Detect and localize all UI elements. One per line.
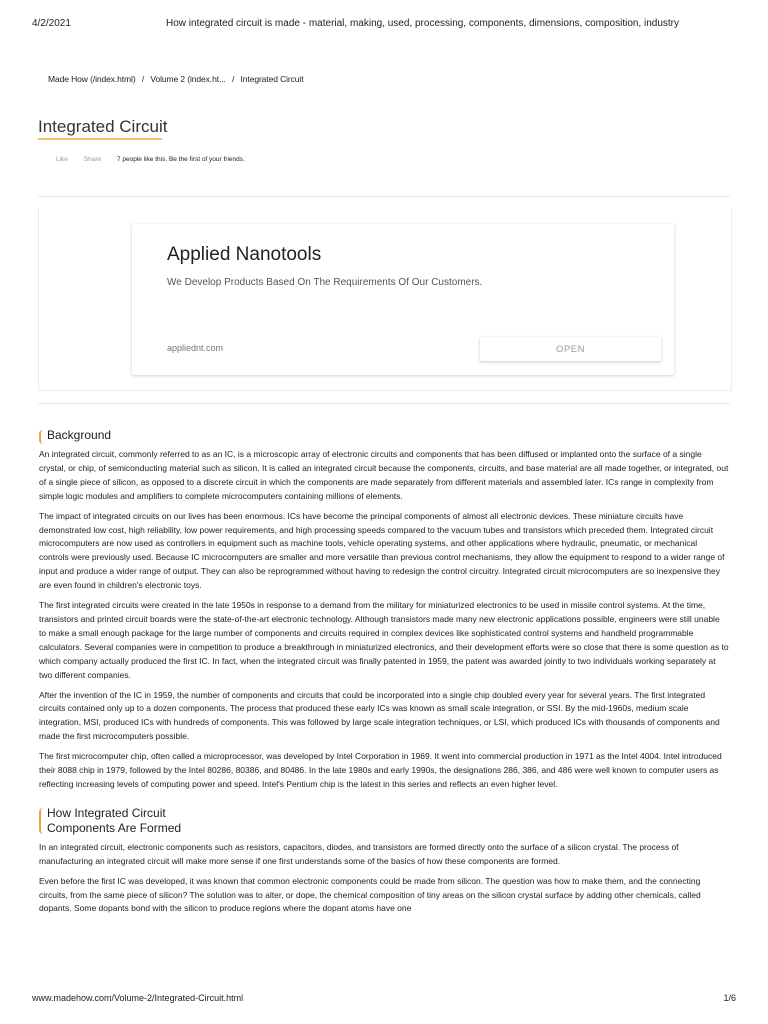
- divider: [38, 196, 730, 197]
- print-page-title: How integrated circuit is made - material, making, used, processing, components, dimensions, composition, industry: [166, 18, 680, 29]
- breadcrumb-separator: /: [141, 74, 145, 84]
- page-title: Integrated Circuit: [38, 117, 168, 136]
- print-date: 4/2/2021: [32, 18, 71, 29]
- ad-tagline: We Develop Products Based On The Requirements Of Our Customers.: [167, 277, 483, 288]
- ad-domain[interactable]: appliednt.com: [167, 343, 224, 353]
- breadcrumb: [48, 74, 307, 84]
- print-url: www.madehow.com/Volume-2/Integrated-Circuit.html: [32, 993, 244, 1003]
- breadcrumb-separator: /: [232, 74, 235, 84]
- social-count-text: 7 people like this. Be the first of your friends.: [116, 156, 245, 163]
- heading-accent: [39, 430, 45, 444]
- breadcrumb-home-link[interactable]: Made How (/index.html): [48, 74, 136, 84]
- paragraph: The first microcomputer chip, often called a microprocessor, was developed by Intel Corporation in 1969. It went into commercial production in 1971 as the Intel 4004. Intel introduced their 8088 chip in 1979, followed by the Intel 80286, 80386, and 80486. In the late 1980s and early 1990s, the designations 286, 386, and 486 were well known to computer users as reflecting increasing levels of computing power and speed. Intel's Pentium chip is the latest in this series and reflects an even higher level.: [39, 751, 722, 789]
- paragraph: The first integrated circuits were created in the late 1950s in response to a demand from the military for miniaturized electronics to be used in missile control systems. At the time, transistors and printed circuit boards were the state-of-the-art electronic technology. Although transistors made many new electronic applications possible, engineers were still unable to make a small enough package for the large number of components and circuits required in complex devices like sophisticated control systems and handheld programmable calculators. Several companies were in competition to produce a breakthrough in miniaturized electronics, and their development efforts were so close that there is some question as to which company actually produced the first IC. In fact, when the integrated circuit was finally patented in 1959, the patent was awarded jointly to two individuals working separately at two different companies.: [39, 600, 729, 680]
- breadcrumb-volume-link[interactable]: Volume 2 (index.ht...: [150, 74, 226, 84]
- section-heading-components: [39, 806, 729, 836]
- section-heading-line1: How Integrated Circuit: [47, 805, 166, 820]
- title-underline: [38, 138, 162, 140]
- social-bar: [56, 156, 245, 163]
- breadcrumb-current: Integrated Circuit: [240, 74, 304, 84]
- paragraph: Even before the first IC was developed, it was known that common electronic components could be made from silicon. The question was how to make them, and the connecting circuits, from the same piece of silicon? The solution was to alter, or dope, the chemical composition of tiny areas on the silicon crystal surface by adding other chemicals, called dopants. Some dopants bond with the silicon to produce regions where the dopant atoms have one: [39, 875, 701, 914]
- ad-card[interactable]: [132, 224, 674, 375]
- section-heading-text: Background: [47, 428, 112, 442]
- section-heading-line2: Components Are Formed: [47, 820, 182, 835]
- ad-name[interactable]: Applied Nanotools: [167, 244, 322, 265]
- share-button[interactable]: Share: [83, 156, 102, 163]
- article-content: [39, 428, 729, 922]
- section-heading-background: [39, 428, 729, 443]
- print-page-number: 1/6: [723, 993, 736, 1003]
- paragraph: In an integrated circuit, electronic components such as resistors, capacitors, diodes, and transistors are formed directly onto the surface of a silicon crystal. The process of manufacturing an integrated circuit will make more sense if one first understands some of the basics of how these components are formed.: [39, 841, 679, 866]
- paragraph: The impact of integrated circuits on our lives has been enormous. ICs have become the principal components of almost all electronic devices. These miniature circuits have demonstrated low cost, high reliability, low power requirements, and high processing speeds compared to the vacuum tubes and transistors which preceded them. Integrated circuit microcomputers are now used as controllers in equipment such as machine tools, vehicle operating systems, and other applications where hydraulic, pneumatic, or mechanical controls were previously used. Because IC microcomputers are smaller and more versatile than previous control mechanisms, they allow the equipment to respond to a wider range of input and produce a wider range of output. They can also be reprogrammed without having to redesign the control circuitry. Integrated circuit microcomputers are so inexpensive they are even found in children's electronic toys.: [39, 510, 725, 591]
- heading-accent: [39, 808, 45, 834]
- ad-open-button[interactable]: OPEN: [480, 337, 661, 361]
- paragraph: After the invention of the IC in 1959, the number of components and circuits that could be incorporated into a single chip doubled every year for several years. The first integrated circuits contained only up to a dozen components. The process that produced these early ICs was known as small scale integration, or SSI. By the mid-1960s, medium scale integration, MSI, produced ICs with hundreds of components. This was followed by large scale integration techniques, or LSI, which produced ICs with thousands of components and made the first microcomputers possible.: [39, 689, 720, 742]
- divider: [38, 403, 730, 404]
- like-button[interactable]: Like: [56, 156, 68, 163]
- paragraph: An integrated circuit, commonly referred to as an IC, is a microscopic array of electronic circuits and components that has been diffused or implanted onto the surface of a single crystal, or chip, of semiconducting material such as silicon. It is called an integrated circuit because the components, circuits, and base material are all made together, or integrated, out of a single piece of silicon, as opposed to a discrete circuit in which the components are made separately from different materials and assembled later. ICs range in complexity from simple logic modules and amplifiers to complete microcomputers containing millions of elements.: [39, 449, 729, 501]
